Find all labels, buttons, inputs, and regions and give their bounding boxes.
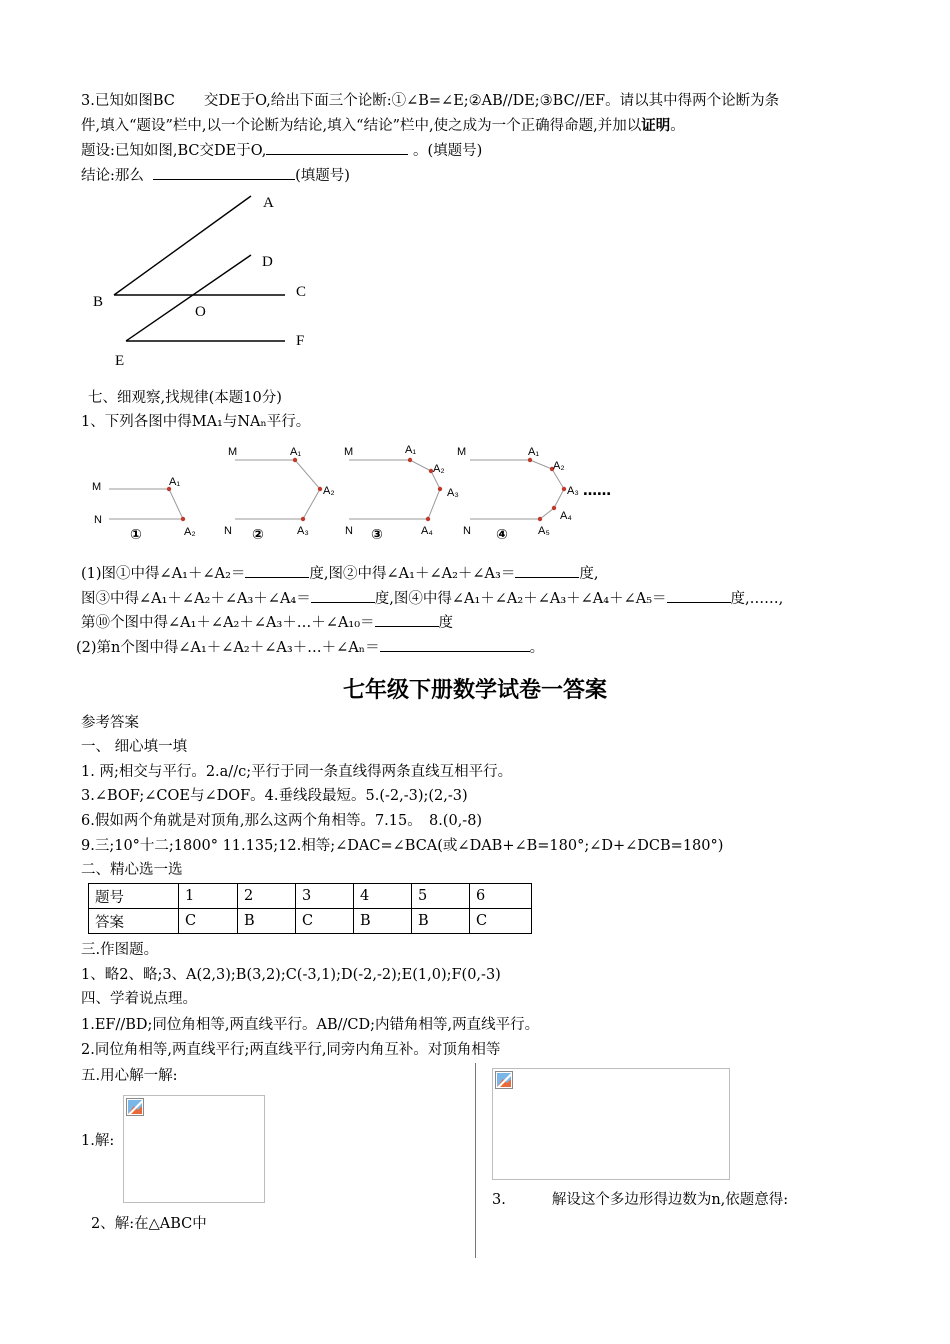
table-cell: B xyxy=(238,909,296,934)
label-D: D xyxy=(262,254,273,270)
fig4-point-a5 xyxy=(538,517,542,521)
table-cell: 6 xyxy=(470,884,532,909)
fig3-label-a3: A₃ xyxy=(447,487,459,499)
fig3-number: ③ xyxy=(371,527,383,543)
s7-q1-part-b: 度,图②中得∠A₁＋∠A₂＋∠A₃＝ xyxy=(309,566,516,582)
solution-3-text: 解设这个多边形得边数为n,依题意得: xyxy=(551,1192,789,1208)
fig1-label-a2: A₂ xyxy=(184,526,196,538)
q3-premise-blank[interactable] xyxy=(266,140,408,155)
s7-q1-part-d: 图③中得∠A₁＋∠A₂＋∠A₃＋∠A₄＝ xyxy=(81,591,311,607)
section7-heading: 七、细观察,找规律(本题10分) xyxy=(88,390,282,406)
q3-conclusion-blank[interactable] xyxy=(153,165,295,180)
table-cell: 2 xyxy=(238,884,296,909)
pattern-ellipsis: …… xyxy=(583,483,611,499)
table-cell: 5 xyxy=(412,884,470,909)
fig4-label-a3: A₃ xyxy=(567,485,579,497)
q3-conclusion-prefix: 结论:那么 xyxy=(81,168,144,184)
table-cell: B xyxy=(354,909,412,934)
answers-title: 七年级下册数学试卷一答案 xyxy=(342,678,607,703)
answers-section2: 二、精心选一选 xyxy=(81,862,183,878)
s7-q1-blank3[interactable] xyxy=(311,588,375,603)
fig4-number: ④ xyxy=(496,527,508,543)
fig2-lines xyxy=(235,460,320,519)
table-cell: 4 xyxy=(354,884,412,909)
label-E: E xyxy=(115,353,125,369)
fig2-label-n: N xyxy=(224,525,232,537)
table-cell: 题号 xyxy=(89,884,179,909)
s7-q1-part-e: 度,图④中得∠A₁＋∠A₂＋∠A₃＋∠A₄＋∠A₅＝ xyxy=(374,591,667,607)
fig4-label-a1: A₁ xyxy=(528,446,540,458)
fig3-label-a4: A₄ xyxy=(421,525,433,537)
column-divider xyxy=(475,1063,476,1258)
fig3-point-a4 xyxy=(426,517,430,521)
label-O: O xyxy=(195,304,206,320)
answers-ref: 参考答案 xyxy=(81,715,139,731)
fig2-label-a1: A₁ xyxy=(290,446,302,458)
fig4-point-a4 xyxy=(552,506,556,510)
s7-q1-part-g: 第⑩个图中得∠A₁＋∠A₂＋∠A₃＋…＋∠A₁₀＝ xyxy=(81,615,375,631)
fig4-point-a1 xyxy=(528,458,532,462)
answers-section5: 五.用心解一解: xyxy=(81,1068,178,1084)
solution-image-1 xyxy=(123,1095,265,1203)
s7-q1-line1 xyxy=(81,563,598,584)
broken-image-icon xyxy=(495,1071,513,1089)
s7-q1-part-a: (1)图①中得∠A₁＋∠A₂＝ xyxy=(81,566,246,582)
answers-line-9: 9.三;10°十二;1800° 11.135;12.相等;∠DAC=∠BCA(或∠DAB+∠B=180°;∠D+∠DCB=180°) xyxy=(81,838,724,854)
answers-section4: 四、学着说点理。 xyxy=(81,991,197,1007)
label-A: A xyxy=(263,195,274,211)
s7-q2-blank[interactable] xyxy=(380,637,530,652)
answers-section4-line2: 2.同位角相等,两直线平行;两直线平行,同旁内角互补。对顶角相等 xyxy=(81,1042,501,1058)
solution-image-3 xyxy=(492,1068,730,1180)
fig4-point-a3 xyxy=(562,487,566,491)
fig2-point-a2 xyxy=(318,487,322,491)
fig4-label-n: N xyxy=(463,525,471,537)
fig1-point-a2 xyxy=(181,517,185,521)
table-row xyxy=(89,909,532,934)
solution-3-line xyxy=(492,1190,788,1210)
solution-1-label: 1.解: xyxy=(81,1133,115,1149)
fig2-label-a3: A₃ xyxy=(297,525,309,537)
fig4-label-a5: A₅ xyxy=(538,525,550,537)
fig1-label-a1: A₁ xyxy=(169,476,181,488)
s7-q1-blank2[interactable] xyxy=(515,563,579,578)
table-cell: 3 xyxy=(296,884,354,909)
q3-geometry-figure xyxy=(80,188,340,373)
table-header-row xyxy=(89,884,532,909)
fig2-point-a3 xyxy=(301,517,305,521)
q3-conclusion-line xyxy=(81,165,350,186)
solution-3-number: 3. xyxy=(492,1192,506,1208)
answers-line-1: 1. 两;相交与平行。2.a//c;平行于同一条直线得两条直线互相平行。 xyxy=(81,764,513,780)
fig1-label-m: M xyxy=(92,481,102,493)
fig3-point-a1 xyxy=(408,458,412,462)
s7-q1-line2 xyxy=(81,588,783,609)
q3-proof-word: 证明 xyxy=(641,118,671,134)
label-C: C xyxy=(296,284,307,300)
label-B: B xyxy=(93,294,104,310)
fig2-number: ② xyxy=(252,527,264,543)
s7-q1-blank4[interactable] xyxy=(667,588,731,603)
fig3-label-a1: A₁ xyxy=(405,444,417,456)
q3-statement-line2 xyxy=(81,116,685,136)
answers-section3: 三.作图题。 xyxy=(81,942,159,958)
fig3-lines xyxy=(349,460,440,519)
answers-section1: 一、 细心填一填 xyxy=(81,739,188,755)
s7-q1-part-c: 度, xyxy=(579,566,599,582)
broken-image-icon xyxy=(126,1098,144,1116)
label-F: F xyxy=(296,333,305,349)
fig1-lines xyxy=(109,489,183,519)
line-ED xyxy=(126,255,251,341)
fig4-label-m: M xyxy=(457,446,467,458)
fig1-label-n: N xyxy=(94,514,102,526)
q3-line2-text: 件,填入“题设”栏中,以一个论断为结论,填入“结论”栏中,使之成为一个正确得命题,并加以 xyxy=(81,118,642,134)
fig3-point-a3 xyxy=(438,487,442,491)
table-cell: C xyxy=(470,909,532,934)
s7-q1-part-h: 度 xyxy=(438,615,454,631)
answers-table xyxy=(88,883,532,934)
table-cell: B xyxy=(412,909,470,934)
solution-2-label: 2、解:在△ABC中 xyxy=(91,1216,207,1232)
fig4-label-a2: A₂ xyxy=(553,460,565,472)
s7-q2-line xyxy=(76,637,544,658)
pattern-figures xyxy=(85,438,645,550)
answers-line-6: 6.假如两个角就是对顶角,那么这两个角相等。7.15。 8.(0,-8) xyxy=(81,813,483,829)
fig1-number: ① xyxy=(130,527,142,543)
fig3-label-m: M xyxy=(344,446,354,458)
fig2-point-a1 xyxy=(293,458,297,462)
answers-section3-line: 1、略2、略;3、A(2,3);B(3,2);C(-3,1);D(-2,-2);E(1,0);F(0,-3) xyxy=(81,967,501,983)
table-cell: C xyxy=(296,909,354,934)
fig2-label-m: M xyxy=(228,446,238,458)
table-cell: 1 xyxy=(179,884,238,909)
section7-intro: 1、下列各图中得MA₁与NAₙ平行。 xyxy=(81,414,311,430)
s7-q1-part-f: 度,……, xyxy=(730,591,784,607)
q3-premise-prefix: 题设:已知如图,BC交DE于O, xyxy=(81,143,267,159)
s7-q1-blank1[interactable] xyxy=(245,563,309,578)
fig3-label-a2: A₂ xyxy=(433,463,445,475)
fig4-label-a4: A₄ xyxy=(560,510,572,522)
table-cell: C xyxy=(179,909,238,934)
fig3-label-n: N xyxy=(345,525,353,537)
line-BA xyxy=(114,196,251,295)
fig2-label-a2: A₂ xyxy=(323,485,335,497)
s7-q2-part-b: 。 xyxy=(529,640,545,656)
q3-premise-line xyxy=(81,140,482,161)
q3-premise-suffix: 。(填题号) xyxy=(412,143,483,159)
table-cell: 答案 xyxy=(89,909,179,934)
q3-line2-end: 。 xyxy=(670,118,685,134)
q3-statement-line1: 3.已知如图BC 交DE于O,给出下面三个论断:①∠B=∠E;②AB//DE;③BC//EF。请以其中得两个论断为条 xyxy=(81,93,780,109)
q3-conclusion-suffix: (填题号) xyxy=(295,168,350,184)
s7-q2-part-a: (2)第n个图中得∠A₁＋∠A₂＋∠A₃＋…＋∠Aₙ＝ xyxy=(76,640,380,656)
answers-section4-line1: 1.EF//BD;同位角相等,两直线平行。AB//CD;内错角相等,两直线平行。 xyxy=(81,1017,540,1033)
s7-q1-blank5[interactable] xyxy=(375,612,439,627)
s7-q1-line3 xyxy=(81,612,453,633)
answers-line-3: 3.∠BOF;∠COE与∠DOF。4.垂线段最短。5.(-2,-3);(2,-3) xyxy=(81,788,468,804)
